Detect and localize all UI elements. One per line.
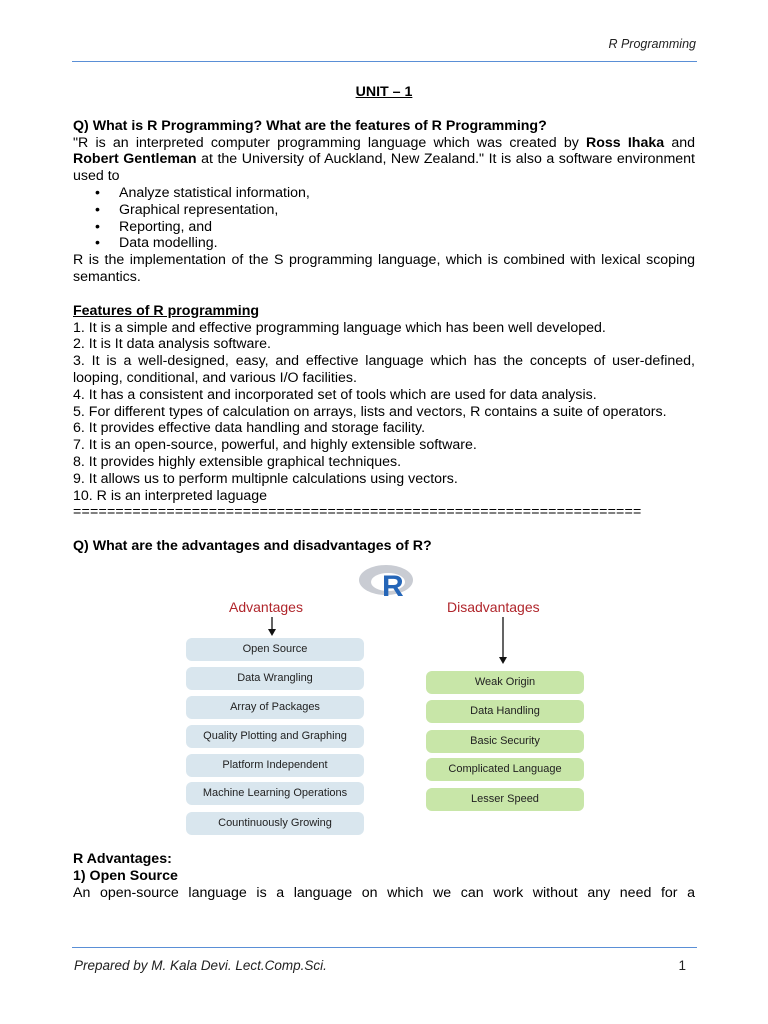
feature-item: 9. It allows us to perform multipnle calculations using vectors. (73, 470, 458, 487)
list-item: • Reporting, and (95, 219, 695, 236)
feature-item: 4. It has a consistent and incorporated set of tools which are used for data analysis. (73, 386, 597, 403)
features-heading: Features of R programming (73, 302, 260, 319)
feature-item: 1. It is a simple and effective programming language which has been well developed. (73, 319, 606, 336)
feature-item: 5. For different types of calculation on arrays, lists and vectors, R contains a suite of operators. (73, 403, 667, 420)
advantages-arrow-icon (266, 617, 278, 637)
disadvantages-title: Disadvantages (447, 598, 540, 615)
intro-text-2: at the University of Auckland, New Zealand." It is also a software environment used to (73, 151, 695, 185)
list-item: • Analyze statistical information, (95, 185, 695, 202)
list-item: • Graphical representation, (95, 202, 695, 219)
r-logo-letter: R (382, 569, 404, 601)
advantage-machine-learning: Machine Learning Operations (186, 782, 364, 805)
advantage-continuously-growing: Countinuously Growing (186, 812, 364, 835)
disadvantage-lesser-speed: Lesser Speed (426, 788, 584, 811)
page-content (73, 84, 695, 901)
page-number: 1 (678, 958, 686, 973)
implementation-paragraph: R is the implementation of the S programming language, which is combined with lexical scoping semantics. (73, 252, 695, 285)
open-source-subheading: 1) Open Source (73, 867, 178, 884)
disadvantage-complicated-language: Complicated Language (426, 758, 584, 781)
separator-line: =================================================================== (73, 504, 642, 521)
advantage-platform-independent: Platform Independent (186, 754, 364, 777)
advantage-open-source: Open Source (186, 638, 364, 661)
open-source-text: An open-source language is a language on which we can work without any need for a (73, 884, 695, 901)
unit-title: UNIT – 1 (355, 84, 413, 100)
author-ross-ihaka: Ross Ihaka (585, 134, 665, 151)
disadvantage-basic-security: Basic Security (426, 730, 584, 753)
advantages-title: Advantages (229, 598, 303, 615)
advantage-data-wrangling: Data Wrangling (186, 667, 364, 690)
feature-item: 6. It provides effective data handling and storage facility. (73, 420, 426, 437)
feature-item: 2. It is It data analysis software. (73, 336, 271, 353)
r-logo-icon (357, 563, 415, 601)
author-robert-gentleman: Robert Gentleman (73, 151, 197, 168)
list-item: • Data modelling. (95, 235, 695, 252)
running-header: R Programming (608, 37, 696, 51)
advantage-quality-plotting: Quality Plotting and Graphing (186, 725, 364, 748)
disadvantages-arrow-icon (497, 617, 509, 665)
advantage-array-of-packages: Array of Packages (186, 696, 364, 719)
intro-text-1: "R is an interpreted computer programming language which was created by (73, 134, 586, 151)
feature-item: 3. It is a well-designed, easy, and effective language which has the concepts of user-defined, looping, conditional, and various I/O facilities. (73, 353, 695, 386)
feature-item: 7. It is an open-source, powerful, and highly extensible software. (73, 437, 477, 454)
advantages-disadvantages-diagram (73, 561, 695, 847)
r-advantages-heading: R Advantages: (73, 850, 172, 867)
footer-rule (72, 947, 697, 948)
disadvantage-weak-origin: Weak Origin (426, 671, 584, 694)
question-1: Q) What is R Programming? What are the features of R Programming? (73, 117, 547, 134)
disadvantage-data-handling: Data Handling (426, 700, 584, 723)
feature-item: 10. R is an interpreted laguage (73, 487, 268, 504)
header-rule (72, 61, 697, 62)
intro-and: and (664, 134, 695, 151)
usage-list (73, 185, 695, 252)
question-2: Q) What are the advantages and disadvantages of R? (73, 538, 432, 555)
footer-author: Prepared by M. Kala Devi. Lect.Comp.Sci. (74, 958, 327, 973)
feature-item: 8. It provides highly extensible graphical techniques. (73, 453, 402, 470)
intro-paragraph (73, 135, 695, 185)
